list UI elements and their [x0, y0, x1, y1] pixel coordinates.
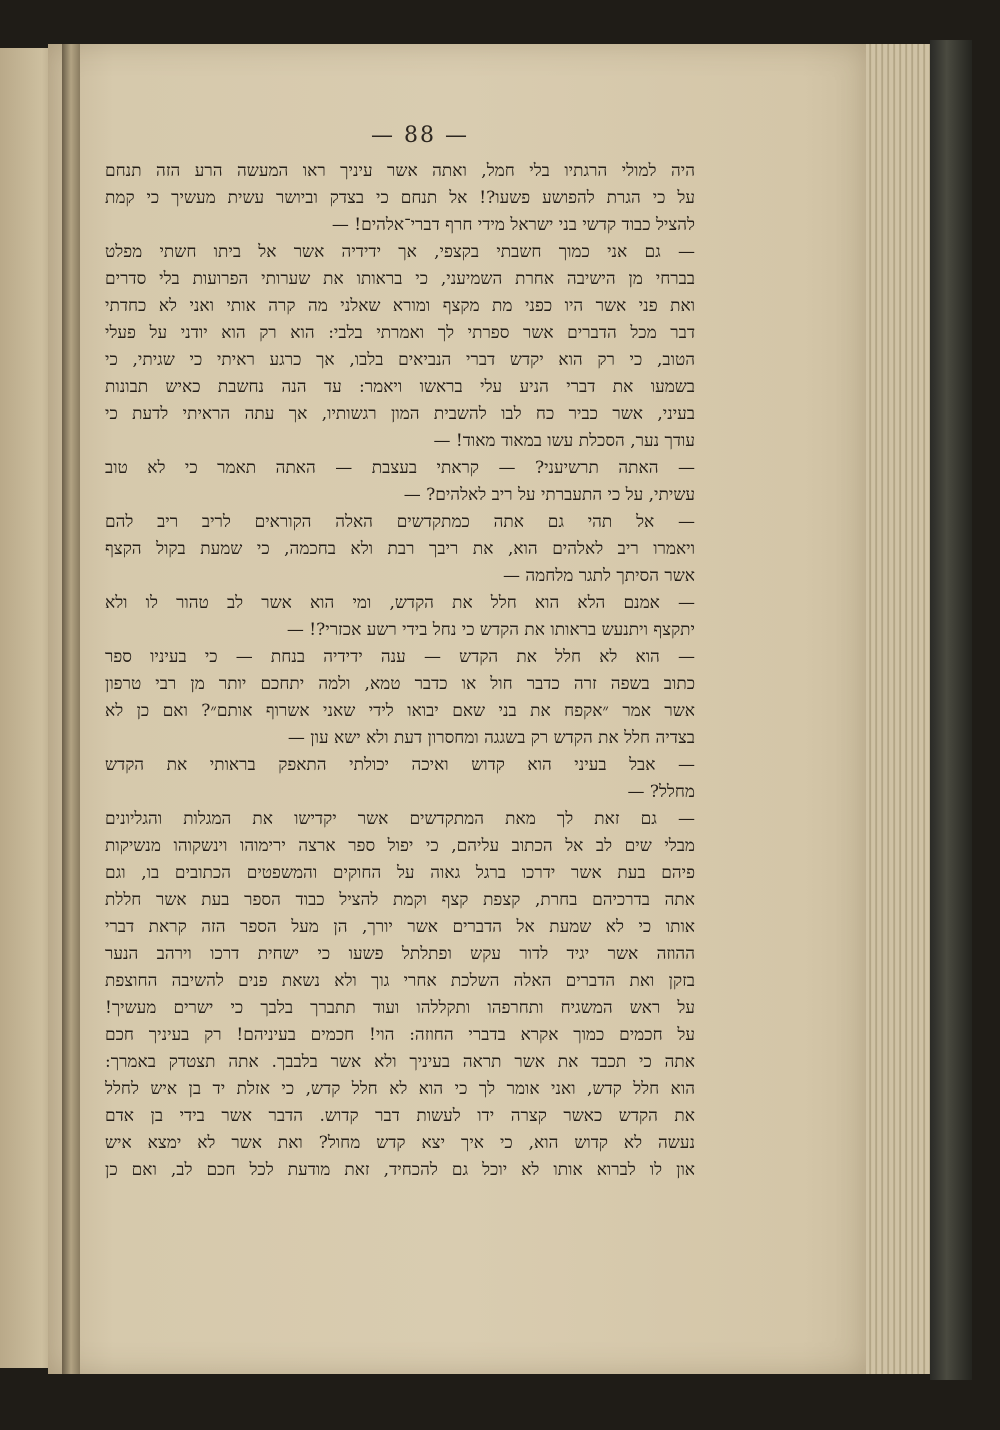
- text-line: ואת פני אשר היו כפני מת מקצף ומורא שאלני מה קרה אותי ואני לא כחדתי: [105, 296, 695, 316]
- text-line: — אבל בעיני הוא קדוש ואיכה יכולתי התאפק בראותי את הקדש: [105, 755, 695, 775]
- text-line: — גם אני כמוך חשבתי בקצפי, אך ידידיה אשר אל ביתו חשתי מפלט: [105, 242, 695, 262]
- text-line: הטוב, כי רק הוא יקדש דברי הנביאים בלבו, אך כרגע ראיתי כי שגיתי, כי: [105, 350, 695, 370]
- text-line: — אל תהי גם אתה כמתקדשים האלה הקוראים לריב ריב להם: [105, 512, 695, 532]
- text-line: בעיני, אשר כביר כח לבו להשבית המון רגשותיו, אך עתה הראיתי לדעת כי: [105, 404, 695, 424]
- text-line: בברחי מן הישיבה אחרת השמיעני, כי בראותו את שערותי הפרועות בלי סדרים: [105, 269, 695, 289]
- text-line: ויאמרו ריב לאלהים הוא, את ריבך רבת ולא בחכמה, כי שמעת בקול הקצף: [105, 539, 695, 559]
- text-line: עשיתי, על כי התעברתי על ריב לאלהים? —: [403, 485, 695, 505]
- text-line: און לו לברוא אותו לא יוכל גם להכחיד, זאת מודעת לכל חכם לב, ואם כן: [105, 1160, 695, 1180]
- text-line: בזקן ואת הדברים האלה השלכת אחרי גוך ולא נשאת פנים להשיבה החוצפת: [105, 971, 695, 991]
- text-line: אותו כי לא שמעת אל הדברים אשר יורך, הן מעל הספר הזה קראת דברי: [105, 917, 695, 937]
- page-edges: [866, 44, 936, 1374]
- page-number: — 88 —: [371, 123, 469, 148]
- text-line: נעשה לא קדוש הוא, כי איך יצא קדש מחול? ואת אשר לא ימצא איש: [105, 1133, 695, 1153]
- text-line: — אמנם הלא הוא חלל את הקדש, ומי הוא אשר לב טהור לו ולא: [105, 593, 695, 613]
- text-line: הוא חלל קדש, ואני אומר לך כי הוא לא חלל קדש, כי אזלת יד בן איש לחלל: [105, 1079, 695, 1099]
- text-line: ההוזה אשר יגיד לדור עקש ופתלתל פשעו כי ישחית דרכו וירהב הנער: [105, 944, 695, 964]
- text-line: כתוב בשפה זרה כדבר חול או כדבר טמא, ולמה יתחכם יותר מן רבי טרפון: [105, 674, 695, 694]
- text-line: על כי הגרת להפושע פשעו?! אל תנחם כי בצדק וביושר עשית מעשיך כי קמת: [105, 188, 695, 208]
- body-text: [105, 158, 695, 1180]
- text-line: על חכמים כמוך אקרא בדברי החוזה: הוי! חכמים בעיניהם! רק בעיניך חכם: [105, 1025, 695, 1045]
- text-line: פיהם בעת אשר ידרכו ברגל גאוה על החוקים והמשפטים הכתובים בו, וגם: [105, 863, 695, 883]
- text-line: בצדיה חלל את הקדש רק בשגגה ומחסרון דעת ולא ישא עון —: [287, 728, 695, 748]
- text-line: אשר אמר ״אקפח את בני שאם יבואו לידי שאני אשרוף אותם״? ואם כן לא: [105, 701, 695, 721]
- text-line: — גם זאת לך מאת המתקדשים אשר יקדישו את המגלות והגליונים: [105, 809, 695, 829]
- text-line: אתה בדרכיהם בחרת, קצפת קצף וקמת להציל כבוד הספר בעת אשר חללת: [105, 890, 695, 910]
- text-line: — האתה תרשיעני? — קראתי בעצבת — האתה תאמר כי לא טוב: [105, 458, 695, 478]
- text-line: היה למולי הרגתיו בלי חמל, ואתה אשר עיניך ראו המעשה הרע הזה תנחם: [105, 161, 695, 181]
- book-cover-edge: [930, 40, 972, 1380]
- text-line: אשר הסיתך לתגר מלחמה —: [502, 566, 695, 586]
- text-line: להציל כבוד קדשי בני ישראל מידי חרף דברי־אלהים! —: [331, 215, 695, 235]
- text-line: דבר מכל הדברים אשר ספרתי לך ואמרתי בלבי: הוא רק הוא יודני על פעלי: [105, 323, 695, 343]
- text-line: מבלי שים לב אל הכתוב עליהם, כי יפול ספר ארצה ירימוהו וינשקוהו מנשיקות: [105, 836, 695, 856]
- text-line: על ראש המשגיח ותחרפהו ותקללהו ועוד תתברך בלבך כי ישרים מעשיך!: [105, 998, 695, 1018]
- text-line: יתקצף ויתנעש בראותו את הקדש כי נחל בידי רשע אכזרי?! —: [286, 620, 695, 640]
- text-line: אתה כי תכבד את אשר תראה בעיניך ולא אשר בלבבך. אתה תצטדק באמרך:: [105, 1052, 695, 1072]
- text-line: — הוא לא חלל את הקדש — ענה ידידיה בנחת — כי בעיניו ספר: [105, 647, 695, 667]
- text-line: עודך נער, הסכלת עשו במאוד מאוד! —: [433, 431, 695, 451]
- text-line: את הקדש כאשר קצרה ידו לעשות דבר קדוש. הדבר אשר בידי בן אדם: [105, 1106, 695, 1126]
- text-line: מחלל? —: [627, 782, 695, 802]
- book-gutter: [62, 44, 80, 1374]
- text-line: בשמעו את דברי הניע עלי בראשו ויאמר: עד הנה נחשבת כאיש תבונות: [105, 377, 695, 397]
